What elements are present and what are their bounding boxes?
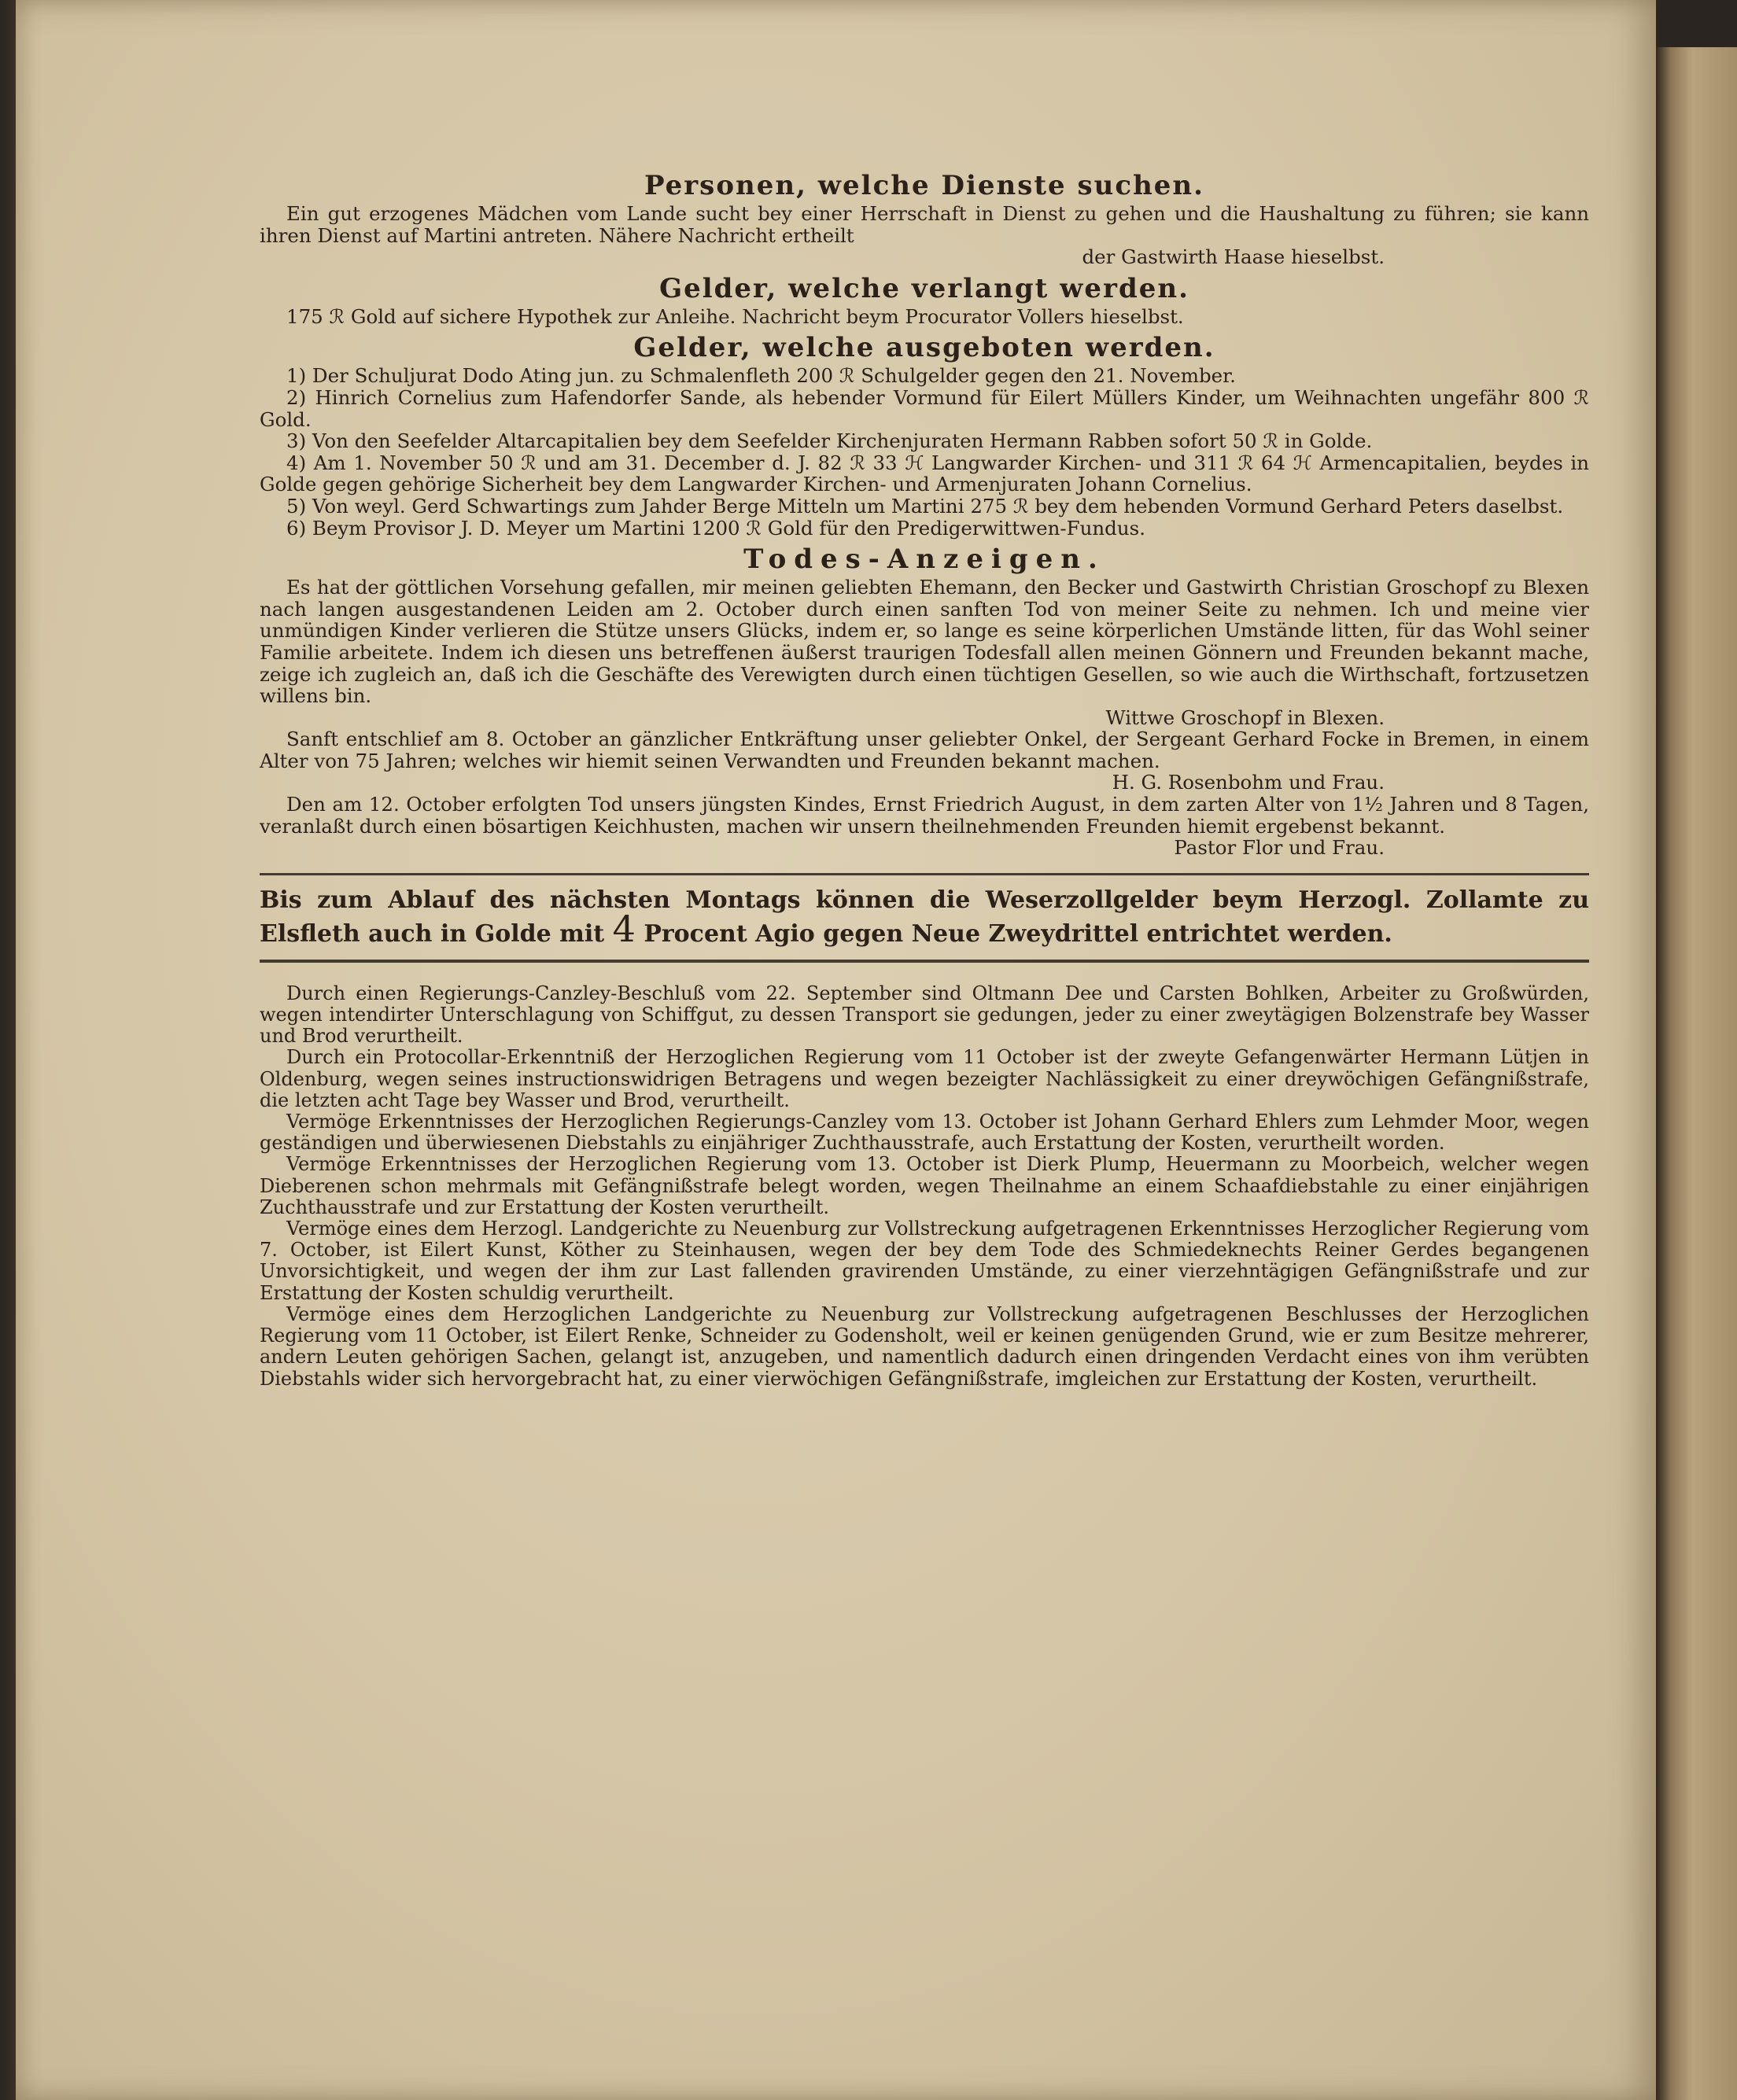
page-text — [260, 165, 1589, 1390]
death-notice-groschopf: Es hat der göttlichen Vorsehung gefallen, mir meinen geliebten Ehemann, den Becker und Gastwirth Christian Groschopf zu Blexen nach langen ausgestandenen Leiden am 2. October durch einen sanften Tod von meiner Seite zu nehmen. Ich und meine vier unmündigen Kinder verlieren die Stütze unsers Glücks, indem er, so lange es seine körperlichen Umstände litten, für das Wohl seiner Familie arbeitete. Indem ich diesen uns betreffenen äußerst traurigen Todesfall allen meinen Gönnern und Freunden bekannt mache, zeige ich zugleich an, daß ich die Geschäfte des Verewigten durch einen tüchtigen Gesellen, so wie auch die Wirthschaft, fortzusetzen willens bin. — [260, 576, 1589, 708]
list-item: 3) Von den Seefelder Altarcapitalien bey dem Seefelder Kirchenjuraten Hermann Rabben sofort 50 ℛ in Golde. — [286, 429, 1373, 453]
court-notice: Vermöge Erkenntnisses der Herzoglichen Regierungs-Canzley vom 13. October ist Johann Gerhard Ehlers zum Lehmder Moor, wegen geständigen und überwiesenen Diebstahls zu einjähriger Zuchthausstrafe, auch Erstattung der Kosten, verurtheilt worden. — [260, 1111, 1589, 1155]
court-notice: Vermöge eines dem Herzoglichen Landgerichte zu Neuenburg zur Vollstreckung aufgetragenen Beschlusses der Herzoglichen Regierung vom 11 October, ist Eilert Renke, Schneider zu Godensholt, weil er keinen genügenden Grund, wie er zum Besitze mehrerer, andern Leuten gehörigen Sachen, gelangt ist, anzugeben, und namentlich dadurch einen dringenden Verdacht eines von ihm verübten Diebstahls wider sich hervorgebracht hat, zu einer vierwöchigen Gefängnißstrafe, imgleichen zur Erstattung der Kosten, verurtheilt. — [260, 1302, 1589, 1390]
heading-todes-anzeigen: Todes-Anzeigen. — [743, 543, 1105, 576]
death-notice-groschopf-signature: Wittwe Groschopf in Blexen. — [1105, 706, 1385, 729]
ad-dienst-signature: der Gastwirth Haase hieselbst. — [1082, 245, 1385, 269]
ad-anleihe: 175 ℛ Gold auf sichere Hypothek zur Anleihe. Nachricht beym Procurator Vollers hieselbst. — [286, 304, 1184, 328]
court-notice: Durch einen Regierungs-Canzley-Beschluß vom 22. September sind Oltmann Dee und Carsten Bohlken, Arbeiter zu Großwürden, wegen intendirter Unterschlagung von Schiffgut, zu dessen Transport sie gedungen, jeder zu einer zweytägigen Bolzenstrafe bey Wasser und Brod verurtheilt. — [260, 982, 1589, 1048]
divider — [260, 873, 1589, 875]
court-notice: Vermöge eines dem Herzogl. Landgerichte zu Neuenburg zur Vollstreckung aufgetragenen Erkenntnisses Herzoglicher Regierung vom 7. October, ist Eilert Kunst, Köther zu Steinhausen, wegen der bey dem Tode des Schmiedeknechts Reiner Gerdes begangenen Unvorsichtigkeit, und wegen der ihm zur Last fallenden gravirenden Umstände, zu einer vierzehntägigen Gefängnißstrafe und zur Erstattung der Kosten schuldig verurtheilt. — [260, 1218, 1589, 1304]
court-notice: Vermöge Erkenntnisses der Herzoglichen Regierung vom 13. October ist Dierk Plump, Heuermann zu Moorbeich, welcher wegen Dieberenen schon mehrmals mit Gefängnißstrafe belegt worden, wegen Theilnahme an einem Schaafdiebstahle zu einer einjährigen Zuchthausstrafe und zur Erstattung der Kosten verurtheilt. — [260, 1153, 1589, 1218]
heading-gelder-verlangt: Gelder, welche verlangt werden. — [659, 272, 1189, 304]
notice-percent: 4 — [612, 907, 636, 950]
court-notices — [260, 983, 1589, 1390]
notice-text-pre: Bis zum Ablauf des nächsten Montags können die Weserzollgelder beym Herzogl. Zollamte zu Elsfleth auch in Golde mit — [260, 886, 1589, 948]
list-item: 4) Am 1. November 50 ℛ und am 31. December d. J. 82 ℛ 33 ℋ Langwarder Kirchen- und 311 ℛ 64 ℋ Armencapitalien, beydes in Golde gegen gehörige Sicherheit bey dem Langwarder Kirchen- und Armenjuraten Johann Cornelius. — [260, 451, 1589, 496]
death-notice-flor: Den am 12. October erfolgten Tod unsers jüngsten Kindes, Ernst Friedrich August, in dem zarten Alter von 1½ Jahren und 8 Tagen, veranlaßt durch einen bösartigen Keichhusten, machen wir unsern theilnehmenden Freunden hiemit ergebenst bekannt. — [260, 793, 1589, 838]
divider — [260, 960, 1589, 963]
death-notice-flor-signature: Pastor Flor und Frau. — [1174, 836, 1385, 860]
weserzoll-notice — [260, 886, 1589, 949]
heading-gelder-ausgeboten: Gelder, welche ausgeboten werden. — [633, 332, 1215, 364]
ad-dienst: Ein gut erzogenes Mädchen vom Lande sucht bey einer Herrschaft in Dienst zu gehen und die Haushaltung zu führen; sie kann ihren Dienst auf Martini antreten. Nähere Nachricht ertheilt — [260, 202, 1589, 247]
facing-page-edge — [1656, 47, 1737, 2100]
list-item: 6) Beym Provisor J. D. Meyer um Martini 1200 ℛ Gold für den Predigerwittwen-Fundus. — [286, 516, 1146, 540]
death-notice-focke: Sanft entschlief am 8. October an gänzlicher Entkräftung unser geliebter Onkel, der Sergeant Gerhard Focke in Bremen, in einem Alter von 75 Jahren; welches wir hiemit seinen Verwandten und Freunden bekannt machen. — [260, 728, 1589, 772]
list-item: 1) Der Schuljurat Dodo Ating jun. zu Schmalenfleth 200 ℛ Schulgelder gegen den 21. November. — [286, 364, 1236, 388]
death-notice-focke-signature: H. G. Rosenbohm und Frau. — [1112, 771, 1385, 794]
court-notice: Durch ein Protocollar-Erkenntniß der Herzoglichen Regierung vom 11 October ist der zweyte Gefangenwärter Hermann Lütjen in Oldenburg, wegen seines instructionswidrigen Betragens und wegen bezeigter Nachlässigkeit zu einer dreywöchigen Gefängnißstrafe, die letzten acht Tage bey Wasser und Brod, verurtheilt. — [260, 1046, 1589, 1111]
list-item: 5) Von weyl. Gerd Schwartings zum Jahder Berge Mitteln um Martini 275 ℛ bey dem hebenden Vormund Gerhard Peters daselbst. — [286, 494, 1564, 518]
list-item: 2) Hinrich Cornelius zum Hafendorfer Sande, als hebender Vormund für Eilert Müllers Kinder, um Weihnachten ungefähr 800 ℛ Gold. — [260, 385, 1589, 431]
notice-text-post: Procent Agio gegen Neue Zweydrittel entrichtet werden. — [644, 919, 1392, 948]
heading-dienste: Personen, welche Dienste suchen. — [644, 170, 1204, 201]
